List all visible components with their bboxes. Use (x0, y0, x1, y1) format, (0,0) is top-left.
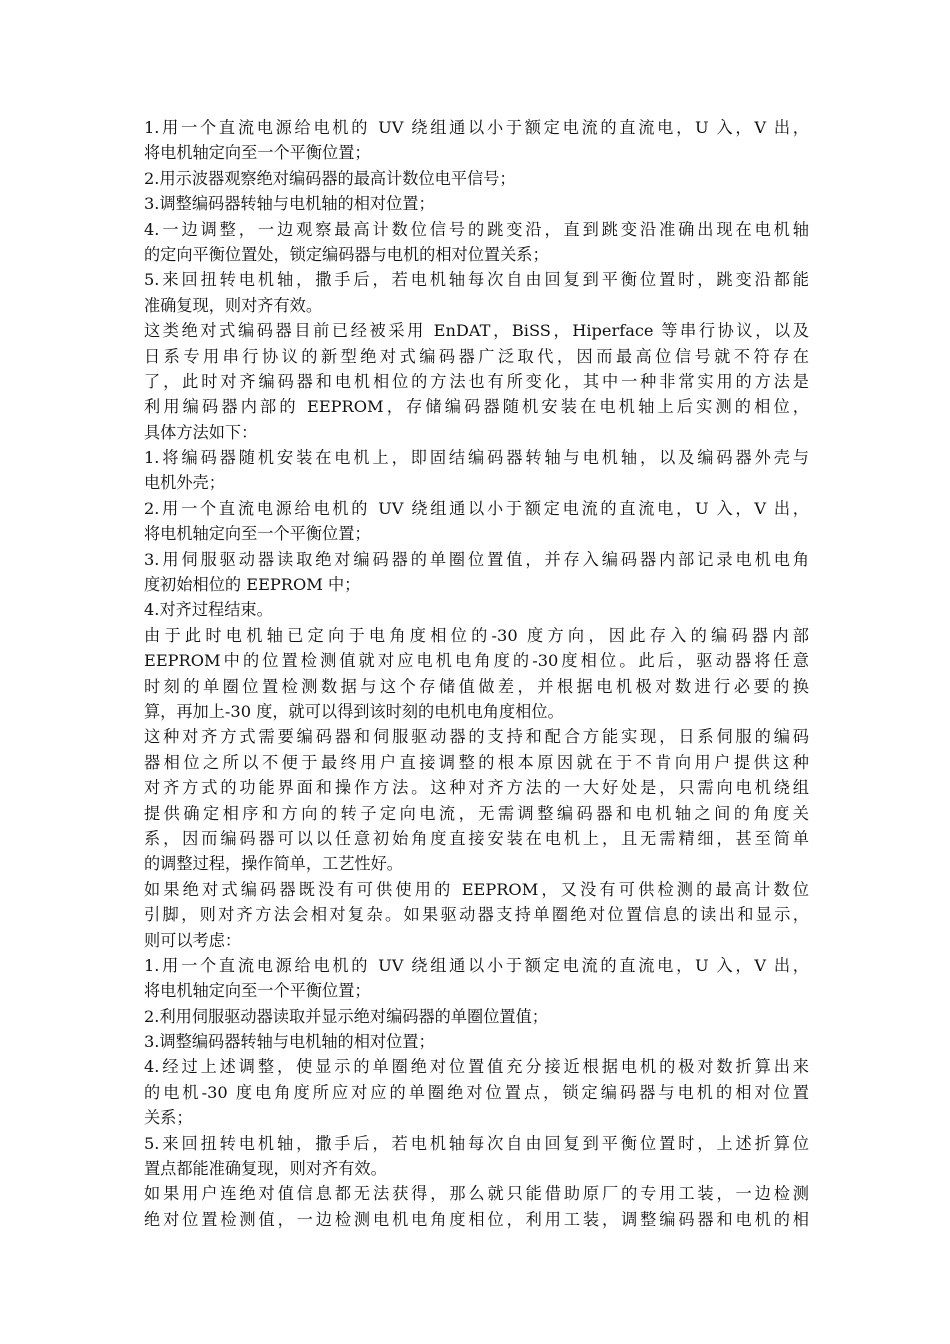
text-line: 1.用一个直流电源给电机的 UV 绕组通以小于额定电流的直流电，U 入，V 出， (144, 955, 809, 975)
text-line: 利用编码器内部的 EEPROM，存储编码器随机安装在电机轴上后实测的相位， (144, 397, 809, 417)
text-line: 了，此时对齐编码器和电机相位的方法也有所变化，其中一种非常实用的方法是 (144, 371, 809, 391)
document-body (144, 115, 809, 1232)
text-line: 将电机轴定向至一个平衡位置； (144, 143, 371, 163)
text-line: 5.来回扭转电机轴，撒手后，若电机轴每次自由回复到平衡位置时，跳变沿都能 (144, 270, 809, 290)
text-line: 由于此时电机轴已定向于电角度相位的-30 度方向，因此存入的编码器内部 (144, 625, 809, 645)
text-line: 如果用户连绝对值信息都无法获得，那么就只能借助原厂的专用工装，一边检测 (144, 1184, 809, 1204)
text-line: 2.用一个直流电源给电机的 UV 绕组通以小于额定电流的直流电，U 入，V 出， (144, 498, 809, 518)
text-line: 算，再加上-30 度，就可以得到该时刻的电机电角度相位。 (144, 701, 564, 721)
text-line: 将电机轴定向至一个平衡位置； (144, 981, 371, 1001)
text-line: 这种对齐方式需要编码器和伺服驱动器的支持和配合方能实现，日系伺服的编码 (144, 727, 809, 747)
text-line: 2.利用伺服驱动器读取并显示绝对编码器的单圈位置值； (144, 1006, 548, 1026)
text-line: 对齐方式的功能界面和操作方法。这种对齐方法的一大好处是，只需向电机绕组 (144, 778, 809, 798)
text-line: 时刻的单圈位置检测数据与这个存储值做差，并根据电机极对数进行必要的换 (144, 676, 809, 696)
text-line: 准确复现，则对齐有效。 (144, 295, 323, 315)
text-line: 3.调整编码器转轴与电机轴的相对位置； (144, 194, 435, 214)
text-line: 则可以考虑： (144, 930, 242, 950)
text-line: 4.经过上述调整，使显示的单圈绝对位置值充分接近根据电机的极对数折算出来 (144, 1057, 809, 1077)
text-line: 电机外壳； (144, 473, 225, 493)
text-line: 系，因而编码器可以以任意初始角度直接安装在电机上，且无需精细，甚至简单 (144, 828, 809, 848)
text-line: 5.来回扭转电机轴，撒手后，若电机轴每次自由回复到平衡位置时，上述折算位 (144, 1133, 809, 1153)
text-line: 1.将编码器随机安装在电机上，即固结编码器转轴与电机轴，以及编码器外壳与 (144, 448, 809, 468)
text-line: 的定向平衡位置处，锁定编码器与电机的相对位置关系； (144, 244, 549, 264)
text-line: 1.用一个直流电源给电机的 UV 绕组通以小于额定电流的直流电，U 入，V 出， (144, 118, 809, 137)
text-line: 4.对齐过程结束。 (144, 600, 273, 620)
text-line: 引脚，则对齐方法会相对复杂。如果驱动器支持单圈绝对位置信息的读出和显示， (144, 905, 809, 925)
text-line: 这类绝对式编码器目前已经被采用 EnDAT，BiSS，Hiperface 等串行协议，以及 (144, 321, 809, 341)
text-line: 提供确定相序和方向的转子定向电流，无需调整编码器和电机轴之间的角度关 (144, 803, 809, 823)
text-line: 置点都能准确复现，则对齐有效。 (144, 1159, 387, 1179)
text-line: 绝对位置检测值，一边检测电机电角度相位，利用工装，调整编码器和电机的相 (144, 1209, 809, 1229)
text-line: 将电机轴定向至一个平衡位置； (144, 524, 371, 544)
text-line: 的电机-30 度电角度所应对应的单圈绝对位置点，锁定编码器与电机的相对位置 (144, 1082, 809, 1102)
text-line: 3.用伺服驱动器读取绝对编码器的单圈位置值，并存入编码器内部记录电机电角 (144, 549, 809, 569)
text-line: 度初始相位的 EEPROM 中； (144, 575, 361, 595)
text-line: 器相位之所以不便于最终用户直接调整的根本原因就在于不肯向用户提供这种 (144, 752, 809, 772)
text-line: 3.调整编码器转轴与电机轴的相对位置； (144, 1032, 435, 1052)
text-line: 4.一边调整，一边观察最高计数位信号的跳变沿，直到跳变沿准确出现在电机轴 (144, 219, 809, 239)
text-line: 关系； (144, 1108, 193, 1128)
text-line: 的调整过程，操作简单，工艺性好。 (144, 854, 403, 874)
text-line: 日系专用串行协议的新型绝对式编码器广泛取代，因而最高位信号就不符存在 (144, 346, 809, 366)
text-line: 如果绝对式编码器既没有可供使用的 EEPROM，又没有可供检测的最高计数位 (144, 879, 809, 899)
text-line: EEPROM中的位置检测值就对应电机电角度的-30度相位。此后，驱动器将任意 (144, 651, 809, 671)
text-line: 2.用示波器观察绝对编码器的最高计数位电平信号； (144, 168, 516, 188)
text-line: 具体方法如下： (144, 422, 258, 442)
